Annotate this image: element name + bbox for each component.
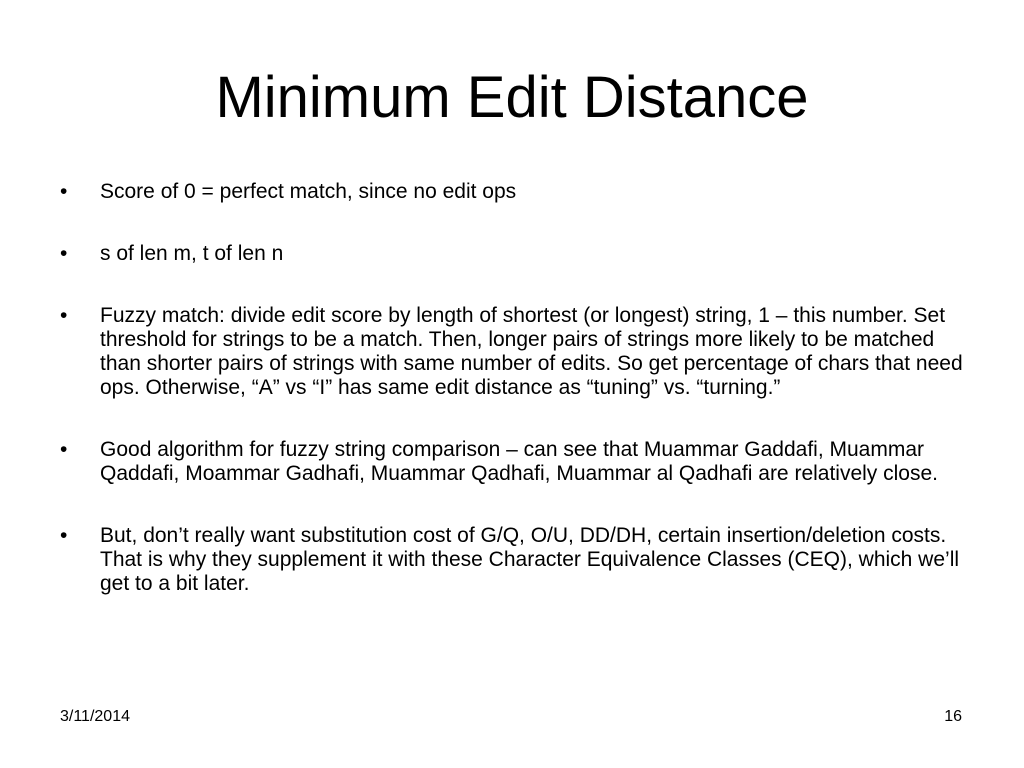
- bullet-marker: •: [60, 304, 68, 327]
- bullet-text: s of len m, t of len n: [100, 242, 284, 265]
- bullet-text: Fuzzy match: divide edit score by length of shortest (or longest) string, 1 – this number. Set threshold for strings to be a match. Then, longer pairs of strings more likely to be matched than shorter pairs of strings with same number of edits. So get percentage of chars that need ops. Otherwise, “A” vs “I” has same edit distance as “tuning” vs. “turning.”: [100, 304, 963, 399]
- bullet-list: [60, 180, 970, 634]
- bullet-item-fuzzy-match: [60, 304, 970, 400]
- bullet-item-lengths: [60, 242, 970, 266]
- bullet-text: Score of 0 = perfect match, since no edit ops: [100, 180, 517, 203]
- bullet-text: Good algorithm for fuzzy string comparison – can see that Muammar Gaddafi, Muammar Qaddafi, Moammar Gadhafi, Muammar Qadhafi, Muammar al Qadhafi are relatively close.: [100, 438, 939, 485]
- bullet-marker: •: [60, 242, 68, 265]
- bullet-item-score: [60, 180, 970, 204]
- footer-page-number: 16: [944, 708, 962, 725]
- bullet-text: But, don’t really want substitution cost of G/Q, O/U, DD/DH, certain insertion/deletion costs. That is why they supplement it with these Character Equivalence Classes (CEQ), which we’ll get to a bit later.: [100, 524, 960, 595]
- bullet-marker: •: [60, 524, 68, 547]
- bullet-item-substitution-cost: [60, 524, 970, 596]
- bullet-marker: •: [60, 438, 68, 461]
- slide-title: Minimum Edit Distance: [215, 65, 809, 130]
- bullet-marker: •: [60, 180, 68, 203]
- footer-date: 3/11/2014: [60, 708, 130, 725]
- bullet-item-good-algorithm: [60, 438, 970, 486]
